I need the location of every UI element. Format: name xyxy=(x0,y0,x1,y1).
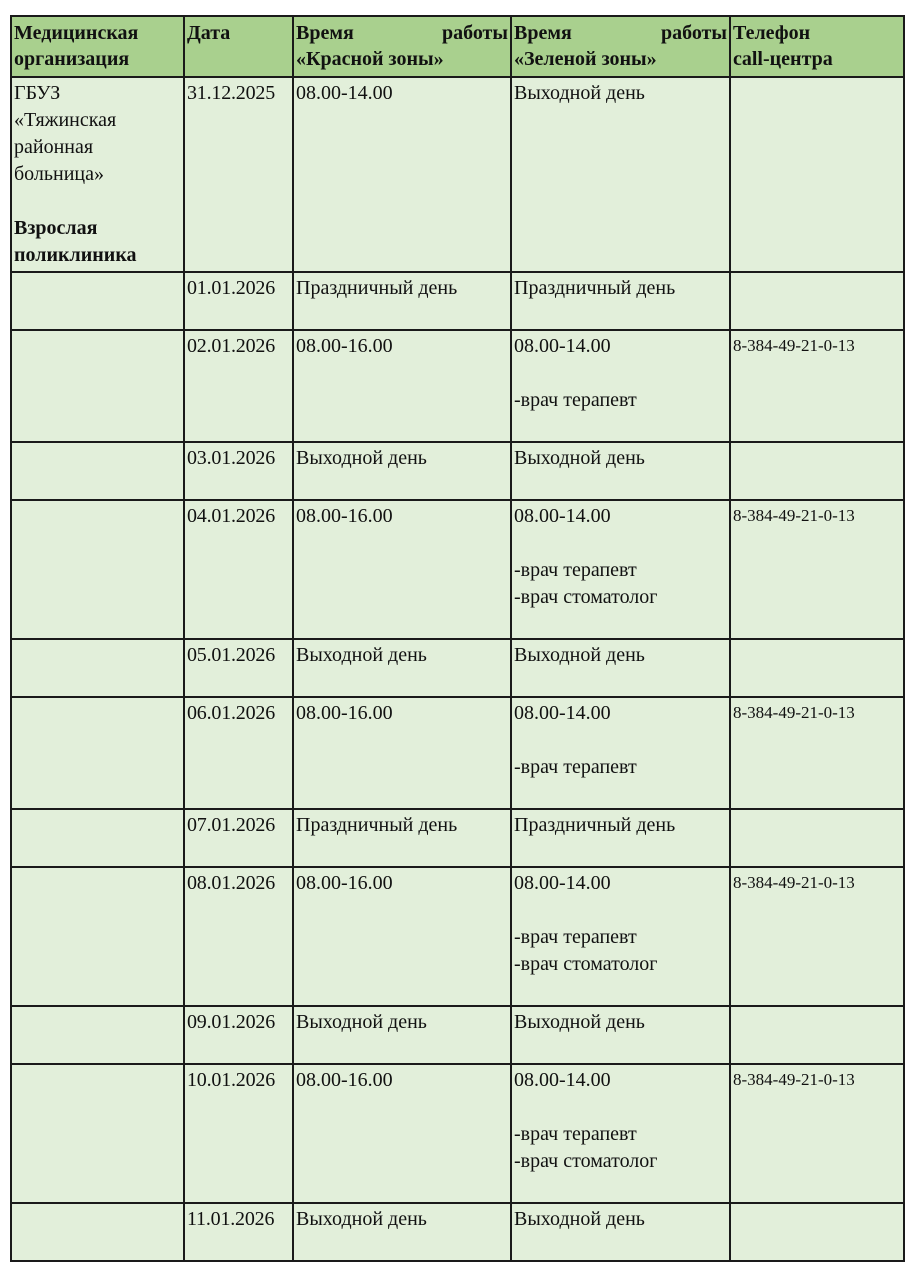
call-center-phone: 8-384-49-21-0-13 xyxy=(733,1070,855,1089)
table-row xyxy=(11,809,904,867)
header-date-label: Дата xyxy=(187,22,231,44)
phone-cell xyxy=(730,1064,904,1203)
specialists-list xyxy=(514,924,727,978)
green-zone-cell xyxy=(511,1064,730,1203)
organization-cell xyxy=(11,809,184,867)
green-zone-time: Выходной день xyxy=(514,1208,645,1230)
schedule-table xyxy=(10,15,905,1262)
table-row xyxy=(11,867,904,1006)
red-zone-cell: Праздничный день xyxy=(293,272,511,330)
red-zone-cell: 08.00-14.00 xyxy=(293,77,511,272)
red-zone-cell: 08.00-16.00 xyxy=(293,330,511,442)
header-organization xyxy=(11,16,184,77)
red-zone-cell: Праздничный день xyxy=(293,809,511,867)
phone-cell xyxy=(730,442,904,500)
specialist-item: -врач терапевт xyxy=(514,926,637,948)
organization-cell xyxy=(11,500,184,639)
table-row xyxy=(11,1203,904,1261)
table-row xyxy=(11,500,904,639)
table-row xyxy=(11,77,904,272)
phone-cell xyxy=(730,639,904,697)
green-zone-time: Выходной день xyxy=(514,1011,645,1033)
specialist-item: -врач терапевт xyxy=(514,389,637,411)
red-zone-cell: 08.00-16.00 xyxy=(293,1064,511,1203)
organization-cell xyxy=(11,639,184,697)
specialists-list xyxy=(514,557,727,611)
green-zone-cell xyxy=(511,1006,730,1064)
green-zone-time: Праздничный день xyxy=(514,277,676,299)
date-cell: 11.01.2026 xyxy=(184,1203,293,1261)
date-cell: 09.01.2026 xyxy=(184,1006,293,1064)
red-zone-cell: Выходной день xyxy=(293,639,511,697)
phone-cell xyxy=(730,330,904,442)
date-cell: 08.01.2026 xyxy=(184,867,293,1006)
call-center-phone: 8-384-49-21-0-13 xyxy=(733,703,855,722)
header-date xyxy=(184,16,293,77)
organization-cell xyxy=(11,77,184,272)
phone-cell xyxy=(730,1203,904,1261)
header-green-zone-line2: «Зеленой зоны» xyxy=(514,48,657,70)
header-phone-line: call-центра xyxy=(733,48,833,70)
green-zone-cell xyxy=(511,330,730,442)
green-zone-cell xyxy=(511,697,730,809)
organization-cell xyxy=(11,330,184,442)
specialist-item: -врач стоматолог xyxy=(514,953,658,975)
green-zone-cell xyxy=(511,500,730,639)
table-row xyxy=(11,697,904,809)
phone-cell xyxy=(730,697,904,809)
header-green-zone xyxy=(511,16,730,77)
organization-cell xyxy=(11,697,184,809)
green-zone-time: Выходной день xyxy=(514,447,645,469)
organization-subdivision-line: поликлиника xyxy=(14,244,137,266)
specialist-item: -врач терапевт xyxy=(514,559,637,581)
red-zone-cell: 08.00-16.00 xyxy=(293,500,511,639)
specialist-item: -врач стоматолог xyxy=(514,1150,658,1172)
phone-cell xyxy=(730,500,904,639)
phone-cell xyxy=(730,867,904,1006)
phone-cell xyxy=(730,77,904,272)
date-cell: 07.01.2026 xyxy=(184,809,293,867)
header-red-zone-line1 xyxy=(296,20,508,46)
organization-name-line: районная xyxy=(14,136,94,158)
organization-name-line: больница» xyxy=(14,163,104,185)
date-cell: 06.01.2026 xyxy=(184,697,293,809)
green-zone-cell xyxy=(511,867,730,1006)
green-zone-cell xyxy=(511,272,730,330)
organization-cell xyxy=(11,272,184,330)
organization-subdivision-line: Взрослая xyxy=(14,217,98,239)
organization-cell xyxy=(11,1064,184,1203)
header-word: Время xyxy=(514,22,572,44)
specialist-item: -врач терапевт xyxy=(514,1123,637,1145)
table-row xyxy=(11,1006,904,1064)
green-zone-time: 08.00-14.00 xyxy=(514,335,611,357)
phone-cell xyxy=(730,1006,904,1064)
header-red-zone-line2: «Красной зоны» xyxy=(296,48,444,70)
date-cell: 02.01.2026 xyxy=(184,330,293,442)
table-header-row xyxy=(11,16,904,77)
phone-cell xyxy=(730,272,904,330)
green-zone-cell xyxy=(511,639,730,697)
red-zone-cell: 08.00-16.00 xyxy=(293,867,511,1006)
table-row xyxy=(11,330,904,442)
header-word: Время xyxy=(296,22,354,44)
header-word: работы xyxy=(441,22,508,44)
date-cell: 31.12.2025 xyxy=(184,77,293,272)
red-zone-cell: Выходной день xyxy=(293,1203,511,1261)
organization-cell xyxy=(11,867,184,1006)
table-row xyxy=(11,1064,904,1203)
date-cell: 05.01.2026 xyxy=(184,639,293,697)
specialists-list xyxy=(514,754,727,781)
date-cell: 01.01.2026 xyxy=(184,272,293,330)
red-zone-cell: Выходной день xyxy=(293,1006,511,1064)
green-zone-cell xyxy=(511,1203,730,1261)
header-organization-line: Медицинская xyxy=(14,22,139,44)
organization-name-line: «Тяжинская xyxy=(14,109,117,131)
table-row xyxy=(11,272,904,330)
call-center-phone: 8-384-49-21-0-13 xyxy=(733,506,855,525)
green-zone-time: 08.00-14.00 xyxy=(514,702,611,724)
specialists-list xyxy=(514,387,727,414)
schedule-body xyxy=(11,77,904,1261)
green-zone-cell xyxy=(511,809,730,867)
header-red-zone xyxy=(293,16,511,77)
header-phone xyxy=(730,16,904,77)
red-zone-cell: Выходной день xyxy=(293,442,511,500)
call-center-phone: 8-384-49-21-0-13 xyxy=(733,873,855,892)
date-cell: 04.01.2026 xyxy=(184,500,293,639)
call-center-phone: 8-384-49-21-0-13 xyxy=(733,336,855,355)
phone-cell xyxy=(730,809,904,867)
green-zone-time: Праздничный день xyxy=(514,814,676,836)
organization-cell xyxy=(11,1203,184,1261)
green-zone-cell xyxy=(511,77,730,272)
header-word: работы xyxy=(660,22,727,44)
date-cell: 03.01.2026 xyxy=(184,442,293,500)
green-zone-time: Выходной день xyxy=(514,644,645,666)
header-phone-line: Телефон xyxy=(733,22,811,44)
table-row xyxy=(11,639,904,697)
specialist-item: -врач стоматолог xyxy=(514,586,658,608)
green-zone-time: 08.00-14.00 xyxy=(514,1069,611,1091)
red-zone-cell: 08.00-16.00 xyxy=(293,697,511,809)
organization-name-line: ГБУЗ xyxy=(14,82,61,104)
green-zone-cell xyxy=(511,442,730,500)
organization-cell xyxy=(11,442,184,500)
header-green-zone-line1 xyxy=(514,20,727,46)
green-zone-time: 08.00-14.00 xyxy=(514,872,611,894)
date-cell: 10.01.2026 xyxy=(184,1064,293,1203)
green-zone-time: 08.00-14.00 xyxy=(514,505,611,527)
specialist-item: -врач терапевт xyxy=(514,756,637,778)
header-organization-line: организация xyxy=(14,48,130,70)
specialists-list xyxy=(514,1121,727,1175)
table-row xyxy=(11,442,904,500)
organization-cell xyxy=(11,1006,184,1064)
green-zone-time: Выходной день xyxy=(514,82,645,104)
